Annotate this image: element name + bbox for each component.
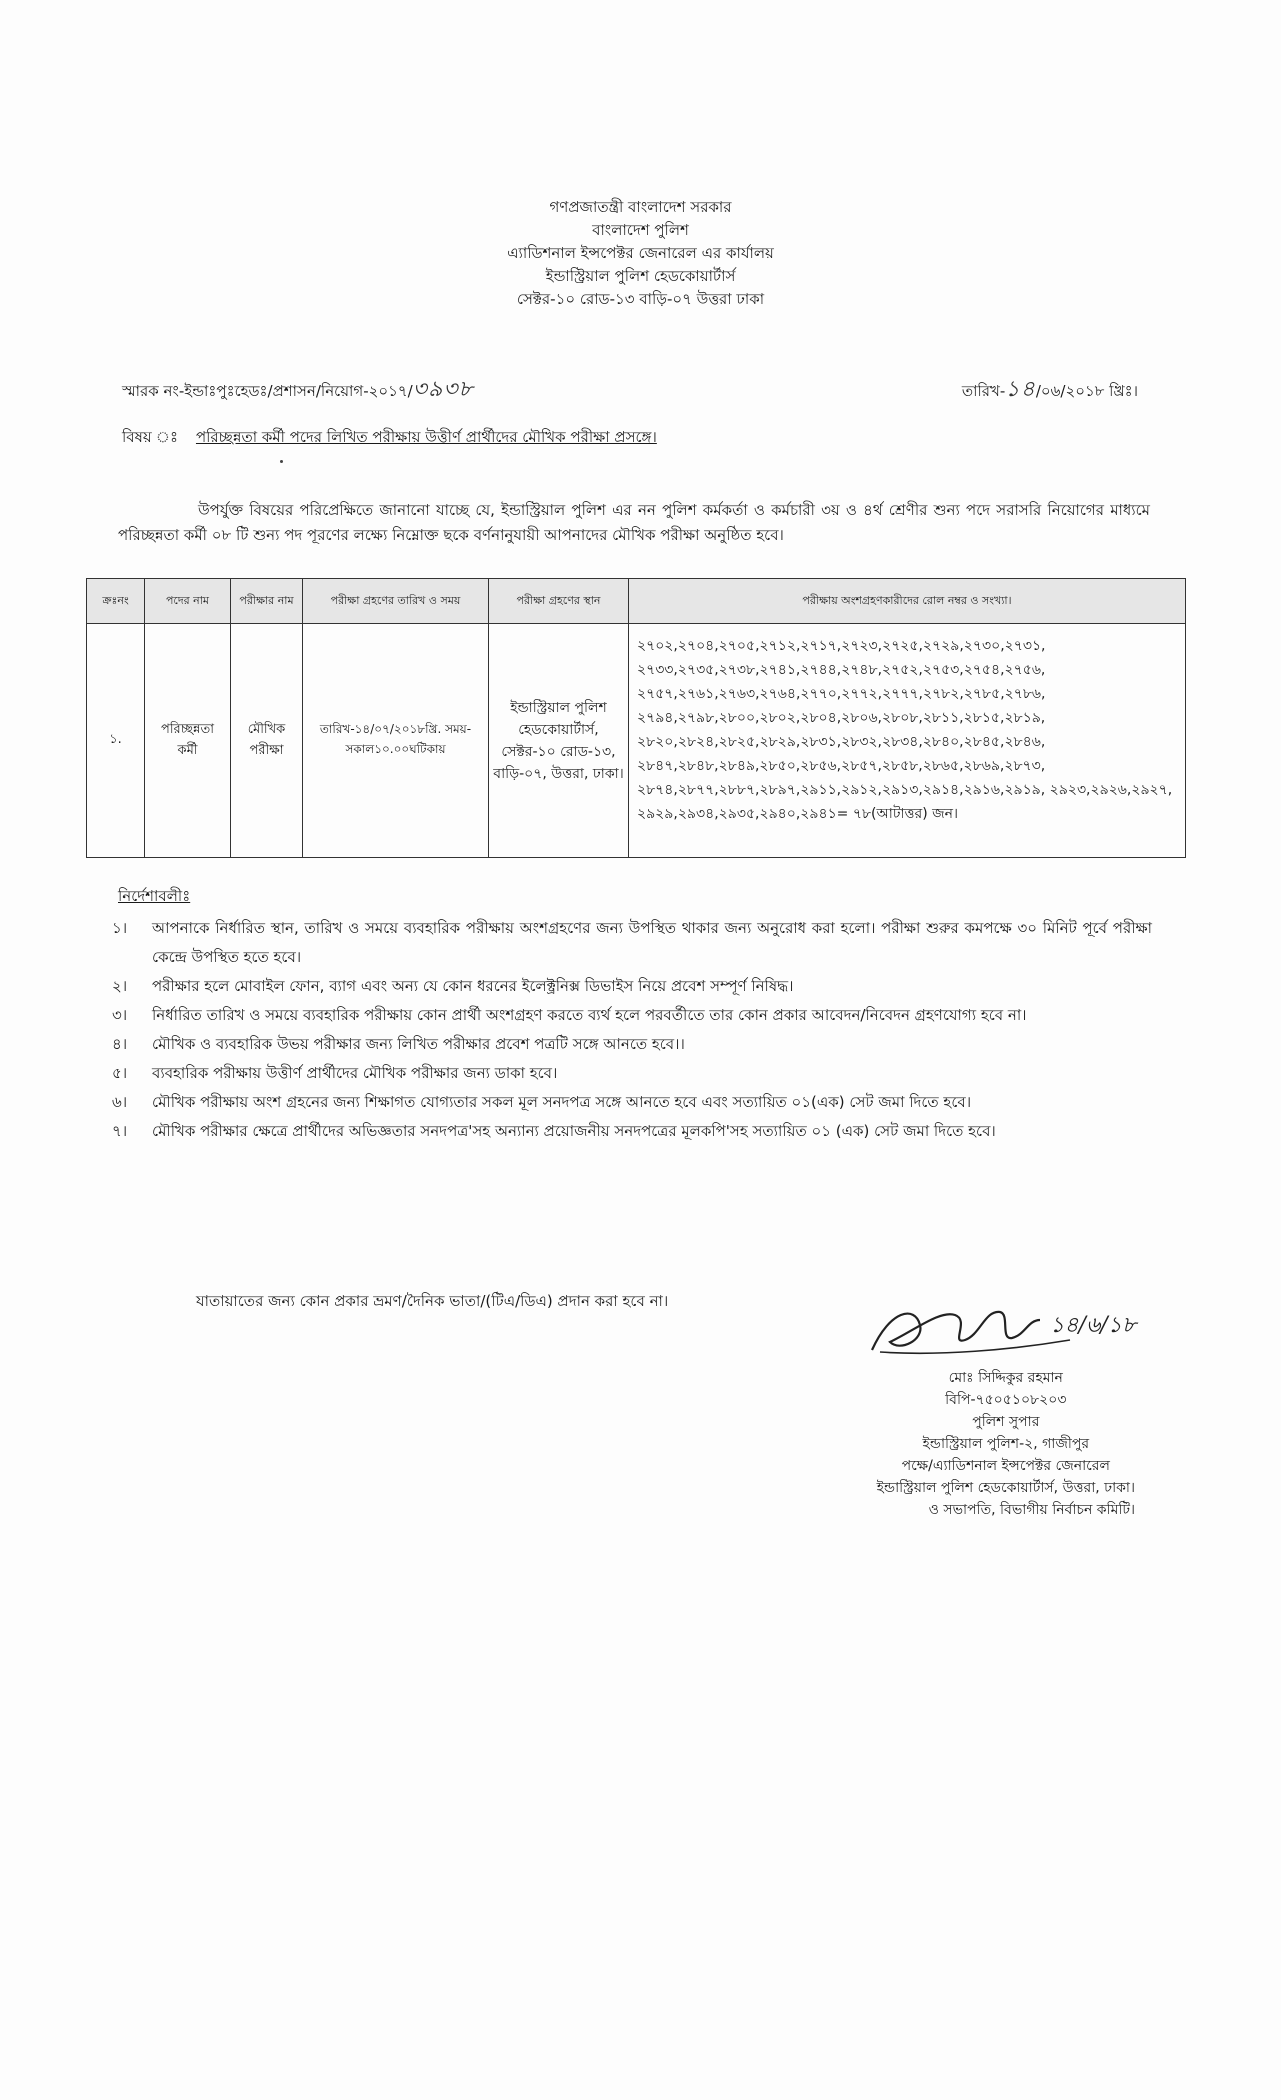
signatory-bp-number: বিপি-৭৫০৫১০৮২০৩ bbox=[945, 1392, 1067, 1408]
header-line-government: গণপ্রজাতন্ত্রী বাংলাদেশ সরকার bbox=[549, 198, 732, 216]
instructions-title: নির্দেশাবলীঃ bbox=[118, 887, 191, 905]
header-exam: পরীক্ষার নাম bbox=[231, 579, 303, 624]
instruction-text: পরীক্ষার হলে মোবাইল ফোন, ব্যাগ এবং অন্য যে কোন ধরনের ইলেক্ট্রনিক্স ডিভাইস নিয়ে প্রবেশ সম্পূর্ণ নিষিদ্ধ। bbox=[152, 977, 794, 995]
instruction-number: ১। bbox=[112, 919, 128, 937]
signatory-on-behalf: পক্ষে/এ্যাডিশনাল ইন্সপেক্টর জেনারেল bbox=[901, 1458, 1110, 1474]
signatory-name: মোঃ সিদ্দিকুর রহমান bbox=[948, 1370, 1063, 1386]
header-post: পদের নাম bbox=[145, 579, 231, 624]
subject-text: পরিচ্ছন্নতা কর্মী পদের লিখিত পরীক্ষায় উত্তীর্ণ প্রার্থীদের মৌখিক পরীক্ষা প্রসঙ্গে। bbox=[195, 428, 657, 446]
instructions-list bbox=[112, 914, 1152, 1146]
instruction-text: মৌখিক ও ব্যবহারিক উভয় পরীক্ষার জন্য লিখিত পরীক্ষার প্রবেশ পত্রটি সঙ্গে আনতে হবে।। bbox=[152, 1035, 685, 1053]
memo-number-handwritten: ৩৯৩৮ bbox=[412, 377, 474, 402]
signatory-office: ইন্ডাস্ট্রিয়াল পুলিশ হেডকোয়ার্টার্স, উত্তরা, ঢাকা। bbox=[876, 1480, 1135, 1496]
cell-roll-numbers: ২৭০২,২৭০৪,২৭০৫,২৭১২,২৭১৭,২৭২৩,২৭২৫,২৭২৯,২৭৩০,২৭৩১, ২৭৩৩,২৭৩৫,২৭৩৮,২৭৪১,২৭৪৪,২৭৪৮,২৭৫২,২৭৫৩,২৭৫৪,২৭৫৬, ২৭৫৭,২৭৬১,২৭৬৩,২৭৬৪,২৭৭০,২৭৭২,২৭৭৭,২৭৮২,২৭৮৫,২৭৮৬, ২৭৯৪,২৭৯৮,২৮০০,২৮০২,২৮০৪,২৮০৬,২৮০৮,২৮১১,২৮১৫,২৮১৯, ২৮২০,২৮২৪,২৮২৫,২৮২৯,২৮৩১,২৮৩২,২৮৩৪,২৮৪০,২৮৪৫,২৮৪৬, ২৮৪৭,২৮৪৮,২৮৪৯,২৮৫০,২৮৫৬,২৮৫৭,২৮৫৮,২৮৬৫,২৮৬৯,২৮৭৩, ২৮৭৪,২৮৭৭,২৮৮৭,২৮৯৭,২৯১১,২৯১২,২৯১৩,২৯১৪,২৯১৬,২৯১৯, ২৯২৩,২৯২৬,২৯২৭, ২৯২৯,২৯৩৪,২৯৩৫,২৯৪০,২৯৪১= ৭৮(আটাত্তর) জন। bbox=[629, 624, 1186, 858]
instruction-number: ৭। bbox=[112, 1122, 128, 1140]
instruction-text: ব্যবহারিক পরীক্ষায় উত্তীর্ণ প্রার্থীদের মৌখিক পরীক্ষার জন্য ডাকা হবে। bbox=[152, 1064, 558, 1082]
signatory-unit: ইন্ডাস্ট্রিয়াল পুলিশ-২, গাজীপুর bbox=[922, 1436, 1090, 1452]
subject-label: বিষয় ঃ bbox=[122, 428, 178, 446]
signature-date: ১৪/৬/১৮ bbox=[1050, 1313, 1137, 1338]
subject-line bbox=[122, 426, 657, 451]
header-line-office: এ্যাডিশনাল ইন্সপেক্টর জেনারেল এর কার্যালয় bbox=[507, 244, 774, 262]
table-row bbox=[87, 624, 1186, 858]
cell-datetime: তারিখ-১৪/০৭/২০১৮খ্রি. সময়-সকাল১০.০০ঘটিকায় bbox=[303, 624, 489, 858]
instruction-number: ৩। bbox=[112, 1006, 128, 1024]
instruction-item bbox=[112, 1001, 1152, 1030]
cell-exam: মৌখিক পরীক্ষা bbox=[231, 624, 303, 858]
signatory-committee: ও সভাপতি, বিভাগীয় নির্বাচন কমিটি। bbox=[928, 1502, 1135, 1518]
exam-schedule-table bbox=[86, 578, 1186, 858]
header-line-address: সেক্টর-১০ রোড-১৩ বাড়ি-০৭ উত্তরা ঢাকা bbox=[516, 290, 765, 308]
signatory-block bbox=[877, 1367, 1135, 1521]
table-header-row bbox=[87, 579, 1186, 624]
letterhead bbox=[0, 196, 1281, 311]
instruction-number: ৫। bbox=[112, 1064, 128, 1082]
cell-venue: ইন্ডাস্ট্রিয়াল পুলিশ হেডকোয়ার্টার্স, সেক্টর-১০ রোড-১৩, বাড়ি-০৭, উত্তরা, ঢাকা। bbox=[489, 624, 629, 858]
instruction-number: ২। bbox=[112, 977, 128, 995]
memo-number-prefix: স্মারক নং-ইন্ডাঃপুঃহেডঃ/প্রশাসন/নিয়োগ-২০১৭/ bbox=[122, 382, 413, 400]
instruction-text: নির্ধারিত তারিখ ও সময়ে ব্যবহারিক পরীক্ষায় কোন প্রার্থী অংশগ্রহণ করতে ব্যর্থ হলে পরবর্তীতে তার কোন প্রকার আবেদন/নিবেদন গ্রহণযোগ্য হবে না। bbox=[152, 1006, 1027, 1024]
instruction-item bbox=[112, 1030, 1152, 1059]
instruction-text: মৌখিক পরীক্ষায় অংশ গ্রহনের জন্য শিক্ষাগত যোগ্যতার সকল মূল সনদপত্র সঙ্গে আনতে হবে এবং সত্যায়িত ০১(এক) সেট জমা দিতে হবে। bbox=[152, 1093, 972, 1111]
instruction-text: মৌখিক পরীক্ষার ক্ষেত্রে প্রার্থীদের অভিজ্ঞতার সনদপত্র'সহ অন্যান্য প্রয়োজনীয় সনদপত্রের মূলকপি'সহ সত্যায়িত ০১ (এক) সেট জমা দিতে হবে। bbox=[152, 1122, 996, 1140]
signatory-title: পুলিশ সুপার bbox=[972, 1414, 1040, 1430]
memo-date-handwritten: ১৪ bbox=[1005, 377, 1036, 402]
header-line-hq: ইন্ডাস্ট্রিয়াল পুলিশ হেডকোয়ার্টার্স bbox=[545, 267, 736, 285]
travel-allowance-note: যাতায়াতের জন্য কোন প্রকার ভ্রমণ/দৈনিক ভাতা/(টিএ/ডিএ) প্রদান করা হবে না। bbox=[196, 1292, 669, 1310]
memo-reference bbox=[122, 372, 474, 409]
instruction-item bbox=[112, 1088, 1152, 1117]
memo-date-suffix: /০৬/২০১৮ খ্রিঃ। bbox=[1035, 382, 1138, 400]
instruction-text: আপনাকে নির্ধারিত স্থান, তারিখ ও সময়ে ব্যবহারিক পরীক্ষায় অংশগ্রহণের জন্য উপস্থিত থাকার জন্য অনুরোধ করা হলো। পরীক্ষা শুরুর কমপক্ষে ৩০ মিনিট পূর্বে পরীক্ষা কেন্দ্রে উপস্থিত হতে হবে। bbox=[152, 919, 1152, 966]
ink-dot bbox=[280, 460, 283, 463]
handwritten-signature bbox=[860, 1290, 1190, 1365]
memo-date bbox=[962, 372, 1138, 409]
header-datetime: পরীক্ষা গ্রহণের তারিখ ও সময় bbox=[303, 579, 489, 624]
header-venue: পরীক্ষা গ্রহণের স্থান bbox=[489, 579, 629, 624]
header-line-police: বাংলাদেশ পুলিশ bbox=[592, 221, 689, 239]
cell-post: পরিচ্ছন্নতা কর্মী bbox=[145, 624, 231, 858]
instruction-item bbox=[112, 914, 1152, 972]
instruction-number: ৬। bbox=[112, 1093, 128, 1111]
instruction-item bbox=[112, 972, 1152, 1001]
instruction-number: ৪। bbox=[112, 1035, 128, 1053]
memo-date-prefix: তারিখ- bbox=[961, 382, 1006, 400]
instruction-item bbox=[112, 1117, 1152, 1146]
header-rolls: পরীক্ষায় অংশগ্রহণকারীদের রোল নম্বর ও সংখ্যা। bbox=[629, 579, 1186, 624]
cell-serial: ১. bbox=[87, 624, 145, 858]
intro-paragraph: উপর্যুক্ত বিষয়ের পরিপ্রেক্ষিতে জানানো যাচ্ছে যে, ইন্ডাস্ট্রিয়াল পুলিশ এর নন পুলিশ কর্মকর্তা ও কর্মচারী ৩য় ও ৪র্থ শ্রেণীর শুন্য পদে সরাসরি নিয়োগের মাধ্যমে পরিচ্ছন্নতা কর্মী ০৮ টি শুন্য পদ পূরণের লক্ষ্যে নিম্নোক্ত ছকে বর্ণনানুযায়ী আপনাদের মৌখিক পরীক্ষা অনুষ্ঠিত হবে। bbox=[118, 501, 1150, 544]
instruction-item bbox=[112, 1059, 1152, 1088]
header-serial: ক্রঃনং bbox=[87, 579, 145, 624]
